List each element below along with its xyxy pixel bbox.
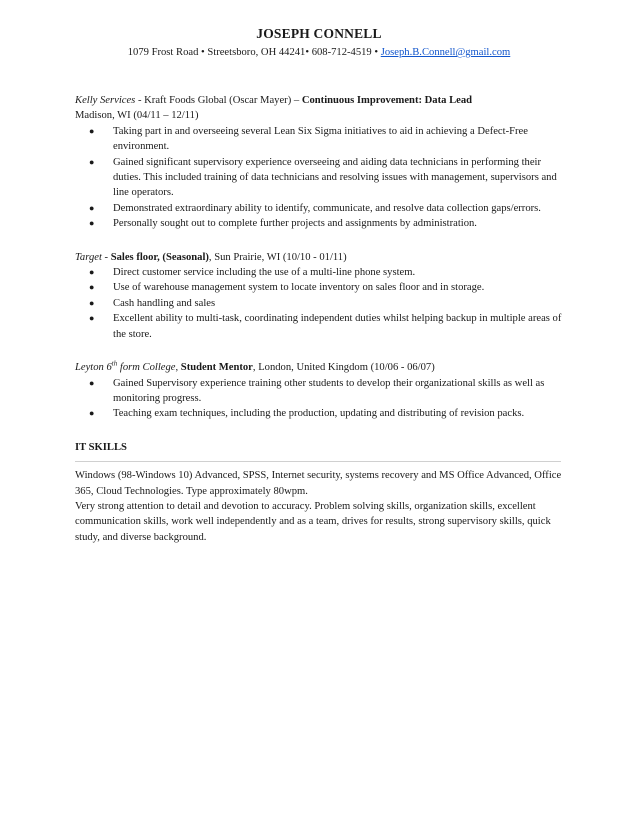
company-name bbox=[75, 359, 176, 374]
bullet-icon: ● bbox=[89, 156, 95, 167]
contact-text: 1079 Frost Road • Streetsboro, OH 44241• 608-712-4519 • bbox=[127, 47, 381, 58]
job-entry-target bbox=[75, 250, 565, 342]
bullet-icon: ● bbox=[89, 408, 95, 419]
job-location: , Sun Prairie, WI (10/10 - 01/11) bbox=[208, 251, 347, 263]
job-bullets bbox=[75, 376, 565, 422]
it-skills-text: Windows (98-Windows 10) Advanced, SPSS, Internet security, systems recovery and MS Office Advanced, Office 365, Cloud Technologies. Type approximately 80wpm. bbox=[75, 470, 562, 497]
job-heading bbox=[75, 93, 565, 108]
job-location: , London, United Kingdom (10/06 - 06/07) bbox=[252, 362, 435, 374]
bullet-text: Teaching exam techniques, including the production, updating and distributing of revision packs. bbox=[113, 408, 525, 420]
job-separator: - Kraft Foods Global (Oscar Mayer) – bbox=[135, 95, 302, 106]
resume-content bbox=[75, 93, 565, 545]
job-separator: , bbox=[175, 362, 181, 374]
bullet-text: Taking part in and overseeing several Lean Six Sigma initiatives to aid in achieving a Defect-Free environment. bbox=[113, 125, 528, 153]
bullet-icon: ● bbox=[89, 125, 95, 136]
list-item bbox=[75, 406, 565, 421]
bullet-text: Excellent ability to multi-task, coordinating independent duties whilst helping backup in multiple areas of the store. bbox=[113, 313, 562, 340]
job-entry-leyton bbox=[75, 360, 565, 422]
list-item bbox=[75, 124, 565, 155]
bullet-text: Use of warehouse management system to locate inventory on sales floor and in storage. bbox=[113, 282, 485, 294]
email-link[interactable]: Joseph.B.Connell@gmail.com bbox=[380, 47, 511, 58]
company-name: Kelly Services bbox=[75, 95, 136, 106]
bullet-text: Cash handling and sales bbox=[113, 297, 216, 309]
list-item bbox=[75, 155, 565, 201]
job-role: Sales floor, (Seasonal) bbox=[110, 251, 209, 263]
company-name-part: Leyton 6 bbox=[75, 362, 112, 374]
ordinal-suffix: th bbox=[111, 359, 118, 368]
job-bullets bbox=[75, 265, 565, 342]
section-divider bbox=[75, 461, 561, 462]
bullet-text: Demonstrated extraordinary ability to identify, communicate, and resolve data collection gaps/errors. bbox=[113, 202, 541, 214]
company-name: Target bbox=[75, 251, 102, 263]
bullet-text: Direct customer service including the use of a multi-line phone system. bbox=[113, 267, 416, 279]
job-heading bbox=[75, 250, 565, 265]
list-item bbox=[75, 296, 565, 311]
job-location: Madison, WI (04/11 – 12/11) bbox=[75, 110, 199, 122]
bullet-text: Personally sought out to complete further projects and assignments by administration. bbox=[113, 218, 477, 230]
contact-line bbox=[0, 47, 638, 58]
bullet-icon: ● bbox=[89, 202, 95, 213]
soft-skills-text: Very strong attention to detail and devotion to accuracy. Problem solving skills, organization skills, excellent communication skills, work well independently and as a team, drives for results, strong supervisory skills, quick study, and diverse background. bbox=[75, 500, 551, 543]
job-role: Continuous Improvement: Data Lead bbox=[301, 95, 473, 106]
list-item bbox=[75, 280, 565, 295]
list-item bbox=[75, 216, 565, 231]
bullet-text: Gained significant supervisory experience overseeing and aiding data technicians in performing their duties. This included training of data technicians and resolving issues with management, supervisors and line operators. bbox=[113, 156, 557, 199]
bullet-icon: ● bbox=[89, 313, 95, 324]
bullet-text: Gained Supervisory experience training other students to develop their organizational skills as well as monitoring progress. bbox=[113, 377, 545, 404]
job-entry-kelly bbox=[75, 93, 565, 232]
job-separator: - bbox=[101, 251, 111, 263]
job-heading bbox=[75, 360, 565, 375]
list-item bbox=[75, 311, 565, 342]
job-bullets bbox=[75, 124, 565, 232]
bullet-icon: ● bbox=[89, 267, 95, 278]
list-item bbox=[75, 265, 565, 280]
bullet-icon: ● bbox=[89, 282, 95, 293]
bullet-icon: ● bbox=[89, 377, 95, 388]
bullet-icon: ● bbox=[89, 297, 95, 308]
company-name-part: form College bbox=[117, 362, 176, 374]
list-item bbox=[75, 201, 565, 216]
job-role: Student Mentor bbox=[180, 362, 253, 374]
applicant-name: JOSEPH CONNELL bbox=[256, 26, 382, 41]
section-title-it-skills: IT SKILLS bbox=[75, 441, 127, 453]
list-item bbox=[75, 376, 565, 407]
bullet-icon: ● bbox=[89, 218, 95, 229]
